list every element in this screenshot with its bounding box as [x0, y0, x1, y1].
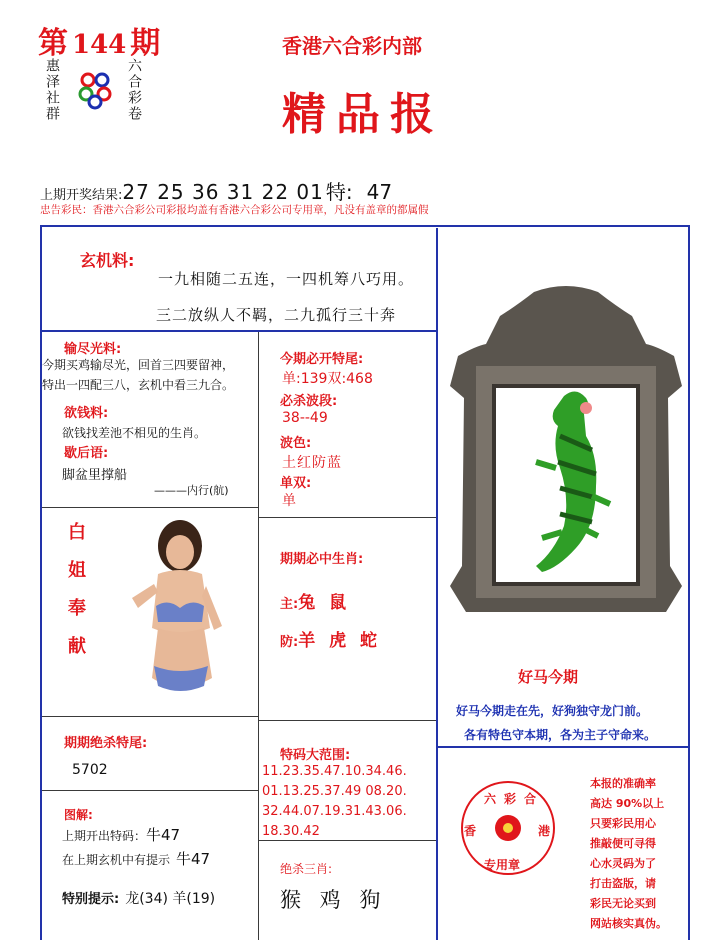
kill-king-title: 绝杀三肖:: [280, 862, 333, 876]
crocodile-frame-image: [446, 286, 686, 616]
stamp-line: 打击盗版，请: [590, 877, 656, 890]
divider-mid-3: [258, 840, 436, 841]
lose-all-line2: 特出一四配三八，玄机中看三九合。: [42, 378, 235, 392]
stamp-left: 香: [464, 824, 477, 838]
special-label: 特:: [325, 180, 353, 204]
stamp-line: 本报的准确率: [590, 777, 656, 790]
divider-mid-2: [258, 720, 436, 721]
range-title: 特码大范围:: [280, 748, 351, 763]
gift-text: 白姐奉献: [65, 522, 86, 674]
xiehouyu-answer: ———内行(航): [154, 484, 229, 497]
zodiac-guard: [280, 626, 381, 651]
graph-line1-value: 牛47: [146, 826, 181, 844]
horse-caption: 好马今期: [518, 668, 579, 686]
mystery-title: 玄机料:: [80, 251, 135, 270]
range-row: 01.13.25.37.49 08.20.: [262, 784, 407, 799]
special-tail-line1: 单:139双:468: [282, 371, 373, 387]
kill-tail-value: 5702: [72, 762, 108, 778]
graph-line2-label: 在上期玄机中有提示: [62, 853, 171, 867]
range-row: 32.44.07.19.31.43.06.: [262, 804, 407, 819]
model-photo: [118, 518, 238, 708]
want-money-title: 欲钱料:: [64, 406, 109, 421]
hint-label: 特别提示:: [62, 892, 120, 907]
issue-number: [38, 18, 160, 62]
graph-line1: [62, 824, 180, 845]
xiehouyu-text: 脚盆里撑船: [62, 468, 128, 483]
divider-left-3: [42, 790, 258, 791]
results-numbers: 27 25 36 31 22 01: [122, 180, 324, 204]
issue-prefix: 第: [38, 26, 68, 61]
oddeven-value: 单: [282, 493, 296, 509]
stamp-bottom: 专用章: [484, 858, 521, 872]
graph-line2: [62, 848, 210, 869]
special-tail-title: 今期必开特尾:: [280, 352, 364, 367]
stamp-line: 彩民无论买到: [590, 897, 656, 910]
xiehouyu-title: 歇后语:: [64, 446, 109, 461]
notice-text: 忠告彩民：香港六合彩公司彩报均盖有香港六合彩公司专用章，凡没有盖章的都属假: [40, 204, 429, 216]
zodiac-guard-value: 羊 虎 蛇: [298, 631, 382, 651]
zodiac-main-value: 兔 鼠: [298, 593, 351, 613]
results-line: [40, 176, 392, 205]
border-top: [40, 225, 690, 227]
org-subtitle: 香港六合彩内部: [282, 34, 422, 58]
main-title: 精品报: [282, 89, 444, 140]
divider-col-left: [258, 332, 259, 940]
zodiac-title: 期期必中生肖:: [280, 552, 364, 567]
hint-value: 龙(34) 羊(19): [125, 891, 216, 907]
divider-mystery: [42, 330, 436, 332]
border-right: [688, 225, 690, 940]
stamp-line: 网站核实真伪。: [590, 917, 667, 930]
org-left-text: 惠泽社群: [44, 58, 60, 122]
stamp-line: 高达 90%以上: [590, 797, 665, 810]
stamp-line: 只要彩民用心: [590, 817, 656, 830]
kill-king-value: 猴 鸡 狗: [280, 888, 387, 912]
stamp-line: 推敲便可寻得: [590, 837, 656, 850]
color-title: 波色:: [280, 436, 312, 451]
issue-num: 144: [72, 30, 127, 60]
oddeven-title: 单双:: [280, 476, 312, 491]
zodiac-main-label: 主:: [280, 597, 299, 612]
divider-left-1: [42, 507, 258, 508]
divider-left-2: [42, 716, 258, 717]
zodiac-guard-label: 防:: [280, 635, 299, 650]
mystery-line2: 三二放纵人不羁，二九孤行三十奔: [156, 306, 397, 324]
wave-value: 38--49: [282, 410, 328, 426]
results-label: 上期开奖结果:: [40, 188, 123, 203]
horse-line2: 各有特色守本期，各为主子守命来。: [464, 728, 657, 742]
graph-line1-label: 上期开出特码：: [62, 829, 147, 843]
stamp-right: 港: [538, 824, 551, 838]
lose-all-line1: 今期买鸡输尽光，回首三四要留神，: [42, 358, 235, 372]
kill-tail-title: 期期绝杀特尾:: [64, 736, 148, 751]
logo: [78, 70, 114, 110]
stamp-text: [590, 774, 688, 934]
color-value: 土红防蓝: [282, 455, 342, 471]
wave-title: 必杀波段:: [280, 394, 338, 409]
lose-all-title: 输尽光料:: [64, 342, 122, 357]
divider-right: [438, 746, 688, 748]
graph-line2-value: 牛47: [176, 850, 211, 868]
horse-line1: 好马今期走在先，好狗独守龙门前。: [456, 704, 649, 718]
divider-mid-1: [258, 517, 436, 518]
mystery-line1: 一九相随二五连，一四机筹八巧用。: [158, 270, 415, 288]
org-right-text: 六合彩卷: [126, 58, 142, 122]
border-left: [40, 225, 42, 940]
stamp-top: 六彩合: [484, 792, 545, 806]
border-center: [436, 228, 438, 940]
stamp-line: 心水灵码为了: [590, 857, 656, 870]
graph-title: 图解:: [64, 808, 93, 822]
zodiac-main: [280, 588, 350, 613]
issue-suffix: 期: [130, 26, 161, 61]
range-row: 11.23.35.47.10.34.46.: [262, 764, 407, 779]
want-money-text: 欲钱找差池不相见的生肖。: [62, 426, 207, 440]
range-row: 18.30.42: [262, 824, 320, 839]
special-number: 47: [366, 180, 393, 204]
hint-line: [62, 888, 215, 908]
